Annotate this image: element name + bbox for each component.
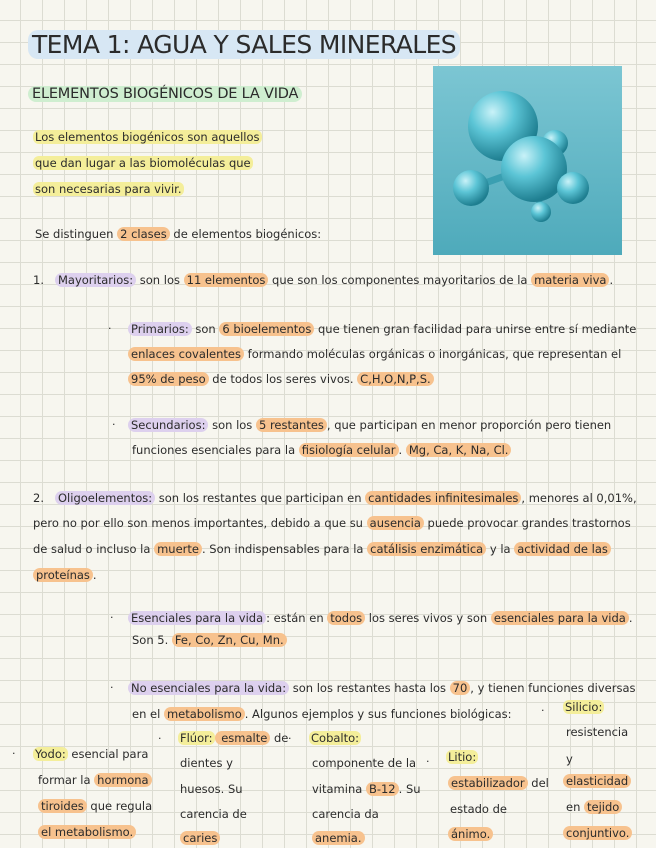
cobalto-line-3	[312, 780, 421, 798]
fluor-hl2: caries	[180, 831, 220, 845]
yodo-hl3: el metabolismo.	[38, 825, 136, 839]
definition-line-3	[33, 180, 184, 198]
silicio-line-1	[563, 698, 604, 716]
mayoritarios-line	[55, 271, 613, 289]
cobalto-t3: . Su	[398, 782, 421, 796]
oligo-t5: de salud o incluso la	[33, 542, 155, 556]
mayoritarios-t3: .	[609, 273, 614, 287]
bullet-esenciales: ·	[110, 611, 114, 624]
bullet-fluor: ·	[158, 732, 162, 745]
silicio-line-5	[566, 798, 622, 816]
intro-post: de elementos biogénicos:	[169, 227, 322, 241]
fluor-line-4: carencia de	[180, 807, 247, 821]
oligo-line-1	[55, 489, 637, 507]
bullet-noesenciales: ·	[110, 681, 114, 694]
noesenciales-label: No esenciales para la vida:	[128, 681, 289, 695]
cobalto-hl2: anemia.	[312, 831, 365, 845]
bullet-cobalto: ·	[288, 732, 292, 745]
fluor-line-2: dientes y	[180, 756, 233, 770]
litio-line-1	[446, 748, 478, 766]
silicio-line-3: y	[566, 752, 573, 766]
cobalto-line-5	[312, 829, 365, 847]
litio-label: Litio:	[448, 750, 477, 764]
intro-pre: Se distinguen	[35, 227, 118, 241]
primarios-hl4: C,H,O,N,P,S.	[357, 372, 434, 386]
yodo-line-3	[38, 797, 152, 815]
molecule-image	[433, 66, 622, 255]
secundarios-label: Secundarios:	[128, 418, 208, 432]
secundarios-t3: funciones esenciales para la	[132, 443, 299, 457]
definition-text-3: son necesarias para vivir.	[35, 182, 182, 196]
silicio-line-6	[563, 824, 632, 842]
secundarios-hl2: fisiología celular	[299, 443, 399, 457]
silicio-hl3: conjuntivo.	[563, 826, 632, 840]
oligo-hl4: catálisis enzimática	[367, 542, 486, 556]
yodo-line-1	[33, 745, 148, 763]
yodo-hl2: tiroides	[38, 799, 87, 813]
silicio-hl2: tejido	[584, 800, 622, 814]
primarios-label: Primarios:	[128, 322, 192, 336]
yodo-t3: que regula	[86, 799, 153, 813]
silicio-line-2: resistencia	[566, 725, 629, 739]
litio-hl2: ánimo.	[448, 827, 493, 841]
litio-line-4	[448, 825, 493, 843]
yodo-label: Yodo:	[35, 747, 66, 761]
primarios-line-1	[128, 320, 636, 338]
yodo-t1: esencial para	[67, 747, 149, 761]
definition-line-1	[33, 128, 262, 146]
cobalto-label: Cobalto:	[311, 731, 360, 745]
esenciales-line-1	[128, 609, 632, 627]
esenciales-hl2: esenciales para la vida	[491, 611, 629, 625]
esenciales-hl3: Fe, Co, Zn, Cu, Mn.	[172, 633, 287, 647]
esenciales-line-2	[132, 631, 287, 649]
mayoritarios-hl1: 11 elementos	[184, 273, 269, 287]
oligo-label: Oligoelementos:	[55, 491, 155, 505]
esenciales-hl1: todos	[327, 611, 365, 625]
oligo-t1: son los restantes que participan en	[155, 491, 366, 505]
cobalto-line-1	[309, 729, 361, 747]
oligo-hl5: actividad de las	[514, 542, 611, 556]
noesenciales-t3: en el	[132, 707, 164, 721]
litio-line-2	[448, 774, 549, 792]
esenciales-t1: : están en	[266, 611, 328, 625]
definition-text-1: Los elementos biogénicos son aquellos	[35, 130, 260, 144]
primarios-line-3	[128, 370, 434, 388]
oligo-line-4	[33, 566, 97, 584]
cobalto-t2: vitamina	[312, 782, 366, 796]
fluor-t1: de	[270, 731, 289, 745]
oligo-t7: y la	[486, 542, 515, 556]
oligo-hl1: cantidades infinitesimales	[365, 491, 521, 505]
cobalto-line-2: componente de la	[312, 756, 417, 770]
oligo-t6: . Son indispensables para la	[201, 542, 368, 556]
page-title: TEMA 1: AGUA Y SALES MINERALES	[28, 30, 460, 59]
primarios-hl1: 6 bioelementos	[219, 322, 314, 336]
esenciales-label: Esenciales para la vida	[128, 611, 266, 625]
oligo-t2: , menores al 0,01%,	[521, 491, 637, 505]
primarios-hl2: enlaces covalentes	[128, 347, 244, 361]
oligo-number: 2.	[33, 491, 44, 505]
silicio-t3: en	[566, 800, 585, 814]
noesenciales-t4: . Algunos ejemplos y sus funciones biológicas:	[244, 707, 512, 721]
fluor-line-3: huesos. Su	[180, 782, 243, 796]
bullet-yodo: ·	[12, 747, 16, 760]
yodo-t2: formar la	[38, 773, 95, 787]
noesenciales-hl1: 70	[450, 681, 471, 695]
secundarios-t1: son los	[208, 418, 256, 432]
oligo-hl6: proteínas	[33, 568, 93, 582]
litio-line-3: estado de	[450, 802, 507, 816]
oligo-t4: puede provocar grandes trastornos	[423, 516, 631, 530]
esenciales-t4: Son 5.	[132, 633, 172, 647]
definition-text-2: que dan lugar a las biomoléculas que	[35, 156, 251, 170]
primarios-t1: son	[191, 322, 220, 336]
yodo-line-4	[38, 823, 136, 841]
esenciales-t2: los seres vivos y son	[365, 611, 491, 625]
esenciales-t3: .	[628, 611, 633, 625]
secundarios-hl1: 5 restantes	[256, 418, 327, 432]
noesenciales-hl2: metabolismo	[164, 707, 245, 721]
yodo-hl1: hormona	[94, 773, 151, 787]
definition-line-2	[33, 154, 253, 172]
fluor-label: Flúor:	[180, 731, 213, 745]
oligo-hl3: muerte	[154, 542, 202, 556]
secundarios-line-2	[132, 441, 511, 459]
mayoritarios-hl2: materia viva	[531, 273, 609, 287]
litio-hl1: estabilizador	[448, 776, 528, 790]
noesenciales-line-2	[132, 705, 511, 723]
oligo-hl2: ausencia	[367, 516, 424, 530]
oligo-t8: .	[92, 568, 97, 582]
fluor-line-1	[178, 729, 288, 747]
secundarios-t4: .	[398, 443, 406, 457]
noesenciales-t1: son los restantes hasta los	[289, 681, 450, 695]
mayoritarios-t1: son los	[136, 273, 184, 287]
secundarios-hl3: Mg, Ca, K, Na, Cl.	[406, 443, 512, 457]
intro-line	[35, 225, 321, 243]
cobalto-line-4: carencia da	[312, 807, 379, 821]
mayoritarios-label: Mayoritarios:	[55, 273, 136, 287]
fluor-hl1: esmalte	[215, 731, 271, 745]
yodo-line-2	[38, 771, 152, 789]
silicio-line-4	[563, 772, 631, 790]
secundarios-t2: , que participan en menor proporción pero tienen	[326, 418, 612, 432]
bullet-primarios: ·	[108, 322, 112, 335]
noesenciales-line-1	[128, 679, 635, 697]
primarios-t4: de todos los seres vivos.	[208, 372, 358, 386]
bullet-secundarios: ·	[112, 418, 116, 431]
bullet-litio: ·	[426, 755, 430, 768]
molecule-icon	[433, 66, 622, 255]
secundarios-line-1	[128, 416, 611, 434]
oligo-line-2	[33, 514, 631, 532]
primarios-line-2	[128, 345, 621, 363]
noesenciales-t2: , y tienen funciones diversas	[470, 681, 636, 695]
primarios-t2: que tienen gran facilidad para unirse entre sí mediante	[314, 322, 637, 336]
cobalto-hl1: B-12	[366, 782, 399, 796]
subtitle-text: ELEMENTOS BIOGÉNICOS DE LA VIDA	[28, 86, 302, 102]
litio-t1: del	[527, 776, 549, 790]
silicio-hl1: elasticidad	[563, 774, 631, 788]
mayoritarios-t2: que son los componentes mayoritarios de la	[268, 273, 532, 287]
intro-highlight: 2 clases	[117, 227, 170, 241]
oligo-line-3	[33, 540, 611, 558]
fluor-line-5	[180, 829, 220, 847]
oligo-t3: pero no por ello son menos importantes, debido a que su	[33, 516, 367, 530]
mayoritarios-number: 1.	[33, 273, 44, 287]
bullet-silicio: ·	[541, 704, 545, 717]
primarios-t3: formando moléculas orgánicas o inorgánicas, que representan el	[244, 347, 622, 361]
silicio-label: Silicio:	[565, 700, 603, 714]
primarios-hl3: 95% de peso	[128, 372, 209, 386]
section-subtitle	[28, 86, 302, 102]
